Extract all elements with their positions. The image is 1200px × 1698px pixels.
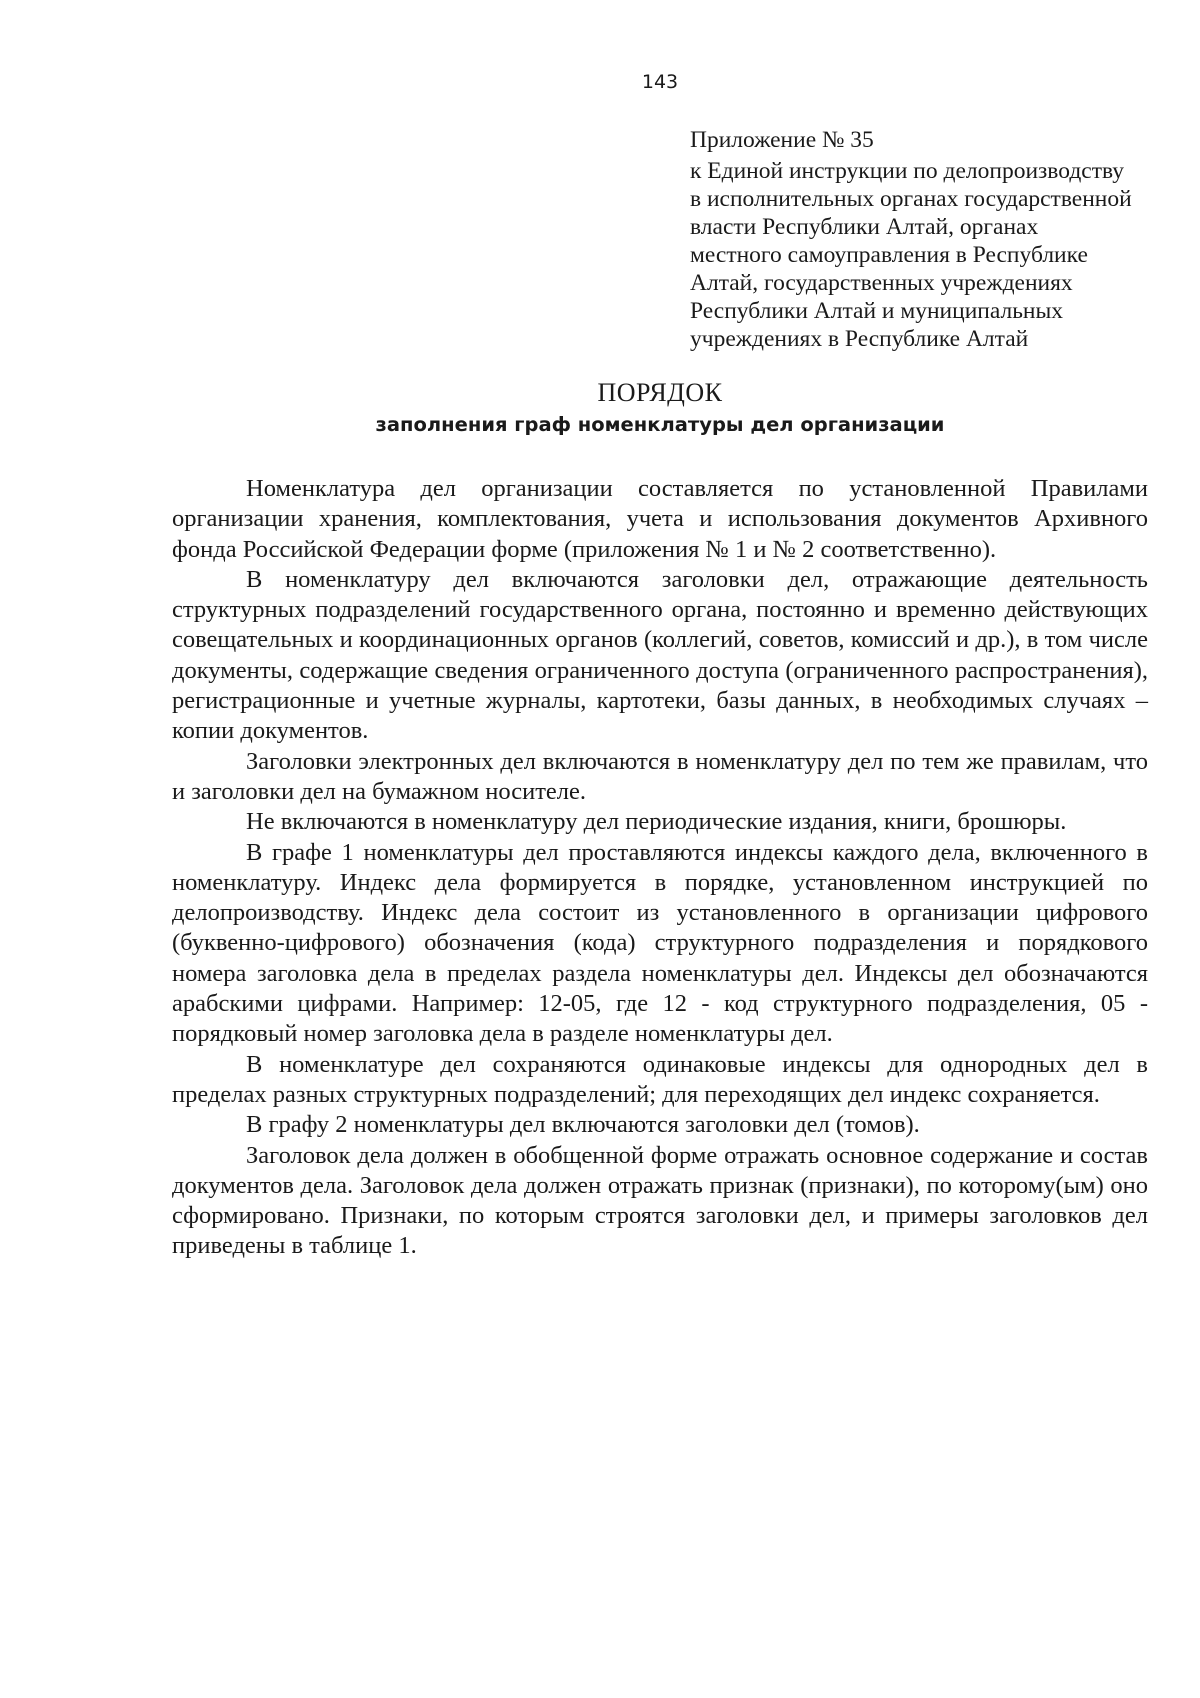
appendix-line: Республики Алтай и муниципальных [690, 298, 1064, 324]
document-title: ПОРЯДОК [597, 378, 723, 407]
paragraph: Заголовок дела должен в обобщенной форме отражать основное содержание и состав документов дела. Заголовок дела должен отражать признак (признаки), по которому(ым) оно сформировано. Признаки, по которым строятся заголовки дел, и примеры заголовков дел приведены в таблице 1. [172, 1141, 1148, 1260]
paragraph: Номенклатура дел организации составляется по установленной Правилами организации хранения, комплектования, учета и использования документов Архивного фонда Российской Федерации форме (приложения № 1 и № 2 соответственно). [172, 475, 1148, 563]
paragraph: В графе 1 номенклатуры дел проставляются индексы каждого дела, включенного в номенклатуру. Индекс дела формируется в порядке, установленном инструкцией по делопроизводству. Индекс дела состоит из установленного в организации цифрового (буквенно-цифрового) обозначения (кода) структурного подразделения и порядкового номера заголовка дела в пределах раздела номенклатуры дел. Индексы дел обозначаются арабскими цифрами. Например: 12-05, где 12 - код структурного подразделения, 05 - порядковый номер заголовка дела в разделе номенклатуры дел. [172, 838, 1148, 1048]
appendix-line: учреждениях в Республике Алтай [690, 326, 1029, 352]
document-subtitle: заполнения граф номенклатуры дел организации [375, 413, 945, 436]
page-number: 143 [641, 71, 679, 93]
document-body [172, 474, 1148, 1262]
paragraph: В номенклатуру дел включаются заголовки дел, отражающие деятельность структурных подразделений государственного органа, постоянно и временно действующих совещательных и координационных органов (коллегий, советов, комиссий и др.), в том числе документы, содержащие сведения ограниченного доступа (ограниченного распространения), регистрационные и учетные журналы, картотеки, базы данных, в необходимых случаях – копии документов. [172, 565, 1148, 745]
appendix-line: Алтай, государственных учреждениях [690, 270, 1073, 296]
appendix-line: к Единой инструкции по делопроизводству [690, 158, 1125, 184]
appendix-line: власти Республики Алтай, органах [690, 214, 1039, 240]
appendix-line: в исполнительных органах государственной [690, 186, 1132, 212]
paragraph: Не включаются в номенклатуру дел периодические издания, книги, брошюры. [246, 808, 1067, 836]
appendix-title: Приложение № 35 [690, 127, 874, 153]
paragraph: В номенклатуре дел сохраняются одинаковые индексы для однородных дел в пределах разных структурных подразделений; для переходящих дел индекс сохраняется. [172, 1050, 1148, 1108]
appendix-line: местного самоуправления в Республике [690, 242, 1088, 268]
appendix-block [690, 126, 1160, 353]
paragraph: Заголовки электронных дел включаются в номенклатуру дел по тем же правилам, что и заголовки дел на бумажном носителе. [172, 747, 1148, 805]
paragraph: В графу 2 номенклатуры дел включаются заголовки дел (томов). [246, 1111, 920, 1139]
